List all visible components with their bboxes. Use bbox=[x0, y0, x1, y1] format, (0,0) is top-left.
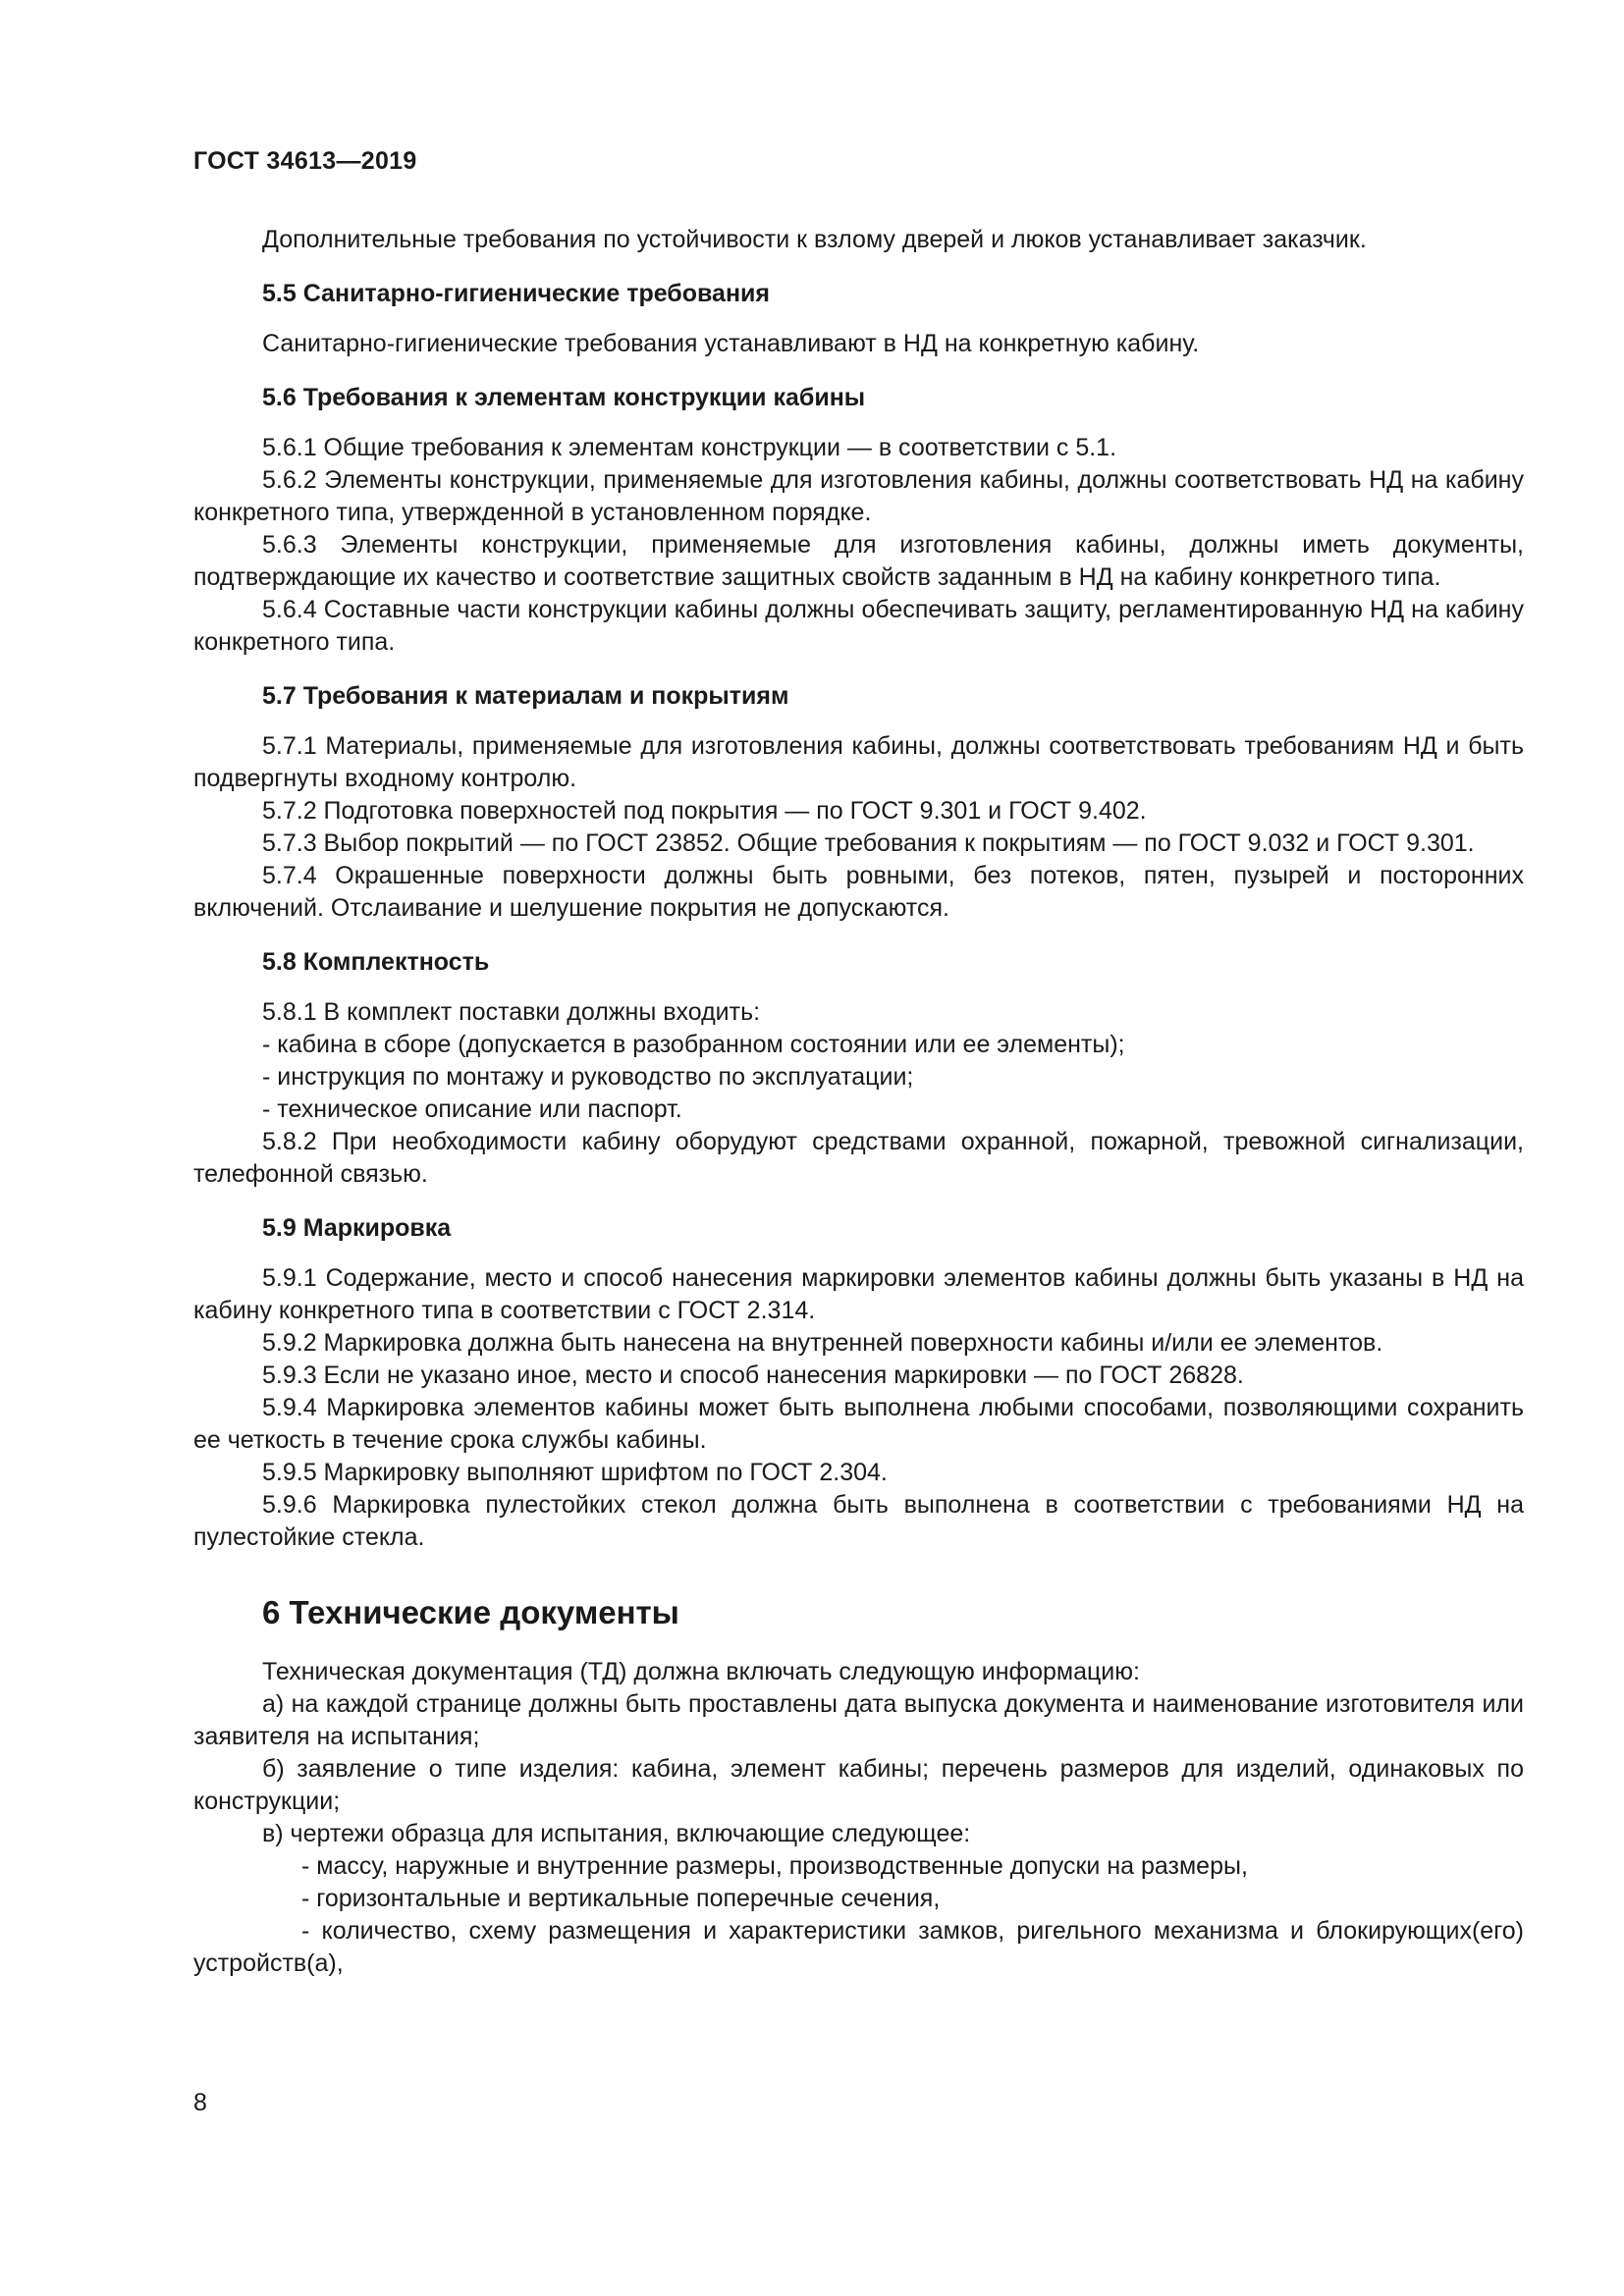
clause-5-8-1: 5.8.1 В комплект поставки должны входить: bbox=[262, 998, 761, 1026]
item-v: в) чертежи образца для испытания, включающие следующее: bbox=[262, 1820, 971, 1847]
clause-5-6-3: 5.6.3 Элементы конструкции, применяемые для изготовления кабины, должны иметь документы, подтверждающие их качество и соответствие защитных свойств заданным в НД на кабину конкретного типа. bbox=[193, 531, 1524, 591]
section-5-9-heading: 5.9 Маркировка bbox=[262, 1214, 452, 1242]
clause-5-7-4: 5.7.4 Окрашенные поверхности должны быть ровными, без потеков, пятен, пузырей и посторонних включений. Отслаивание и шелушение покрытия не допускаются. bbox=[193, 862, 1524, 922]
section-5-8-heading: 5.8 Комплектность bbox=[262, 948, 490, 976]
page-number: 8 bbox=[193, 2089, 207, 2116]
clause-5-9-6: 5.9.6 Маркировка пулестойких стекол должна быть выполнена в соответствии с требованиями НД на пулестойкие стекла. bbox=[193, 1491, 1524, 1551]
list-item: - техническое описание или паспорт. bbox=[262, 1095, 682, 1123]
section-6-intro: Техническая документация (ТД) должна включать следующую информацию: bbox=[262, 1658, 1140, 1685]
clause-5-9-3: 5.9.3 Если не указано иное, место и способ нанесения маркировки — по ГОСТ 26828. bbox=[262, 1362, 1244, 1389]
document-body bbox=[193, 224, 1524, 1980]
clause-5-7-2: 5.7.2 Подготовка поверхностей под покрытия — по ГОСТ 9.301 и ГОСТ 9.402. bbox=[262, 797, 1147, 825]
clause-5-7-3: 5.7.3 Выбор покрытий — по ГОСТ 23852. Общие требования к покрытиям — по ГОСТ 9.032 и ГОСТ 9.301. bbox=[262, 829, 1475, 857]
clause-5-8-2: 5.8.2 При необходимости кабину оборудуют средствами охранной, пожарной, тревожной сигнализации, телефонной связью. bbox=[193, 1128, 1524, 1188]
section-5-5-text: Санитарно-гигиенические требования устанавливают в НД на конкретную кабину. bbox=[262, 330, 1200, 357]
section-5-5-heading: 5.5 Санитарно-гигиенические требования bbox=[262, 280, 771, 307]
clause-5-9-2: 5.9.2 Маркировка должна быть нанесена на внутренней поверхности кабины и/или ее элементов. bbox=[262, 1329, 1383, 1357]
section-6-heading: 6 Технические документы bbox=[262, 1594, 679, 1630]
list-item: - кабина в сборе (допускается в разобранном состоянии или ее элементы); bbox=[262, 1031, 1125, 1058]
clause-5-9-4: 5.9.4 Маркировка элементов кабины может быть выполнена любыми способами, позволяющими сохранить ее четкость в течение срока службы кабины. bbox=[193, 1394, 1524, 1454]
list-item: - инструкция по монтажу и руководство по эксплуатации; bbox=[262, 1063, 914, 1091]
document-header: ГОСТ 34613—2019 bbox=[193, 147, 417, 175]
clause-5-9-5: 5.9.5 Маркировку выполняют шрифтом по ГОСТ 2.304. bbox=[262, 1459, 888, 1486]
clause-5-9-1: 5.9.1 Содержание, место и способ нанесения маркировки элементов кабины должны быть указаны в НД на кабину конкретного типа в соответствии с ГОСТ 2.314. bbox=[193, 1264, 1524, 1324]
clause-5-7-1: 5.7.1 Материалы, применяемые для изготовления кабины, должны соответствовать требованиям НД и быть подвергнуты входному контролю. bbox=[193, 732, 1524, 792]
section-5-6-heading: 5.6 Требования к элементам конструкции кабины bbox=[262, 384, 866, 411]
intro-paragraph: Дополнительные требования по устойчивости к взлому дверей и люков устанавливает заказчик. bbox=[262, 226, 1367, 253]
list-item: - массу, наружные и внутренние размеры, производственные допуски на размеры, bbox=[301, 1852, 1248, 1880]
item-a: а) на каждой странице должны быть проставлены дата выпуска документа и наименование изготовителя или заявителя на испытания; bbox=[193, 1690, 1524, 1750]
section-5-7-heading: 5.7 Требования к материалам и покрытиям bbox=[262, 682, 789, 710]
item-b: б) заявление о типе изделия: кабина, элемент кабины; перечень размеров для изделий, одинаковых по конструкции; bbox=[193, 1755, 1524, 1815]
list-item: - количество, схему размещения и характеристики замков, ригельного механизма и блокирующих(его) устройств(а), bbox=[193, 1917, 1524, 1977]
clause-5-6-2: 5.6.2 Элементы конструкции, применяемые для изготовления кабины, должны соответствовать НД на кабину конкретного типа, утвержденной в установленном порядке. bbox=[193, 466, 1524, 526]
list-item: - горизонтальные и вертикальные поперечные сечения, bbox=[301, 1885, 941, 1912]
clause-5-6-4: 5.6.4 Составные части конструкции кабины должны обеспечивать защиту, регламентированную НД на кабину конкретного типа. bbox=[193, 596, 1524, 656]
clause-5-6-1: 5.6.1 Общие требования к элементам конструкции — в соответствии с 5.1. bbox=[262, 434, 1117, 461]
